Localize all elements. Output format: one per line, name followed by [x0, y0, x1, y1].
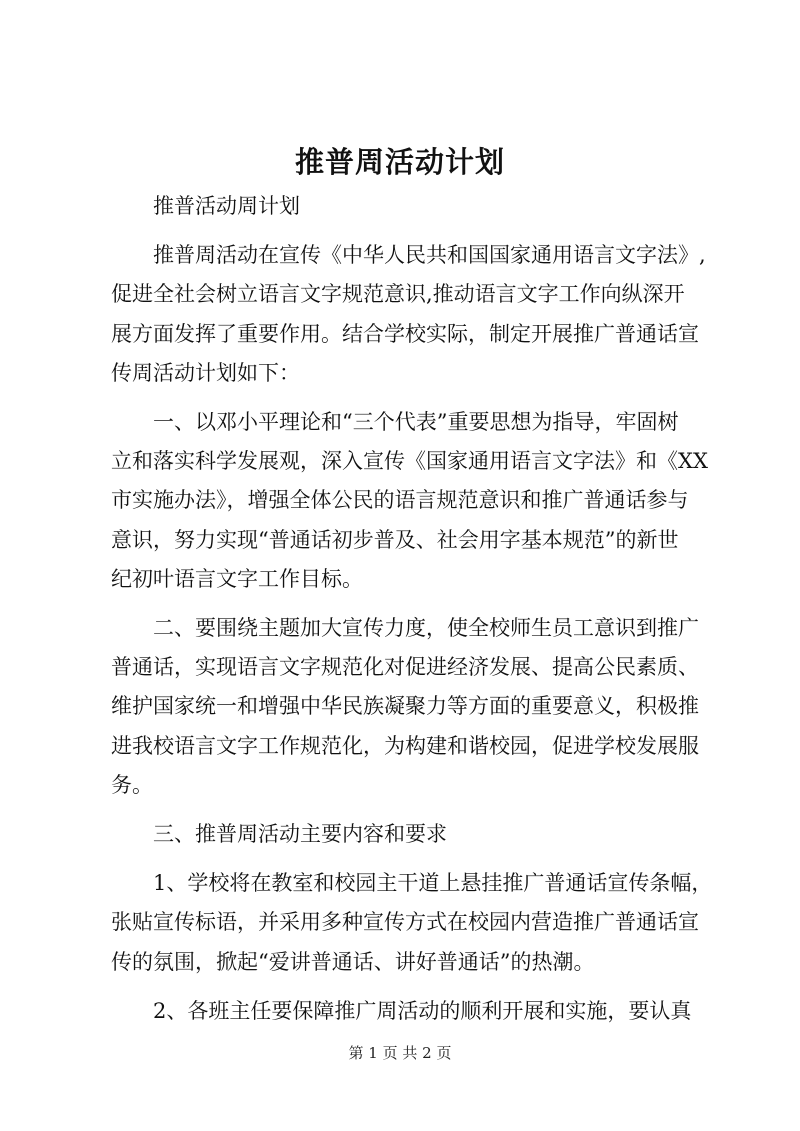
paragraph-line: 进我校语言文字工作规范化，为构建和谐校园，促进学校发展服 [111, 733, 699, 758]
paragraph-line: 立和落实科学发展观，深入宣传《国家通用语言文字法》和《XX [111, 449, 708, 474]
paragraph-line: 张贴宣传标语，并采用多种宣传方式在校园内营造推广普通话宣 [111, 910, 699, 935]
paragraph-line: 传的氛围，掀起“爱讲普通话、讲好普通话”的热潮。 [111, 949, 595, 974]
paragraph-line: 普通话，实现语言文字规范化对促进经济发展、提高公民素质、 [111, 655, 699, 680]
paragraph-item-one [111, 864, 713, 982]
paragraph-line: 展方面发挥了重要作用。结合学校实际，制定开展推广普通话宣 [111, 321, 699, 346]
paragraph-line: 传周活动计划如下： [111, 360, 300, 385]
subtitle-line: 推普活动周计划 [153, 194, 300, 218]
paragraph-item-two [111, 992, 691, 1031]
paragraph-line: 维护国家统一和增强中华民族凝聚力等方面的重要意义，积极推 [111, 694, 699, 719]
document-title: 推普周活动计划 [294, 145, 505, 179]
section-heading-three [111, 815, 691, 854]
paragraph-line: 务。 [111, 772, 153, 797]
paragraph-section-one [111, 403, 708, 599]
paragraph-line: 2、各班主任要保障推广周活动的顺利开展和实施，要认真 [153, 998, 692, 1023]
paragraph-line: 纪初叶语言文字工作目标。 [111, 566, 363, 591]
paragraph-line: 推普周活动在宣传《中华人民共和国国家通用语言文字法》, [153, 243, 706, 268]
paragraph-line: 1、学校将在教室和校园主干道上悬挂推广普通话宣传条幅， [153, 871, 713, 896]
document-body [111, 187, 713, 1031]
document-subtitle [111, 187, 691, 226]
page-footer: 第 1 页 共 2 页 [348, 1044, 452, 1062]
paragraph-intro [111, 236, 706, 393]
paragraph-line: 意识，努力实现“普通话初步普及、社会用字基本规范”的新世 [111, 527, 679, 552]
paragraph-line: 二、要围绕主题加大宣传力度，使全校师生员工意识到推广 [153, 616, 699, 641]
paragraph-line: 三、推普周活动主要内容和要求 [153, 822, 447, 847]
paragraph-section-two [111, 609, 699, 805]
paragraph-line: 促进全社会树立语言文字规范意识,推动语言文字工作向纵深开 [111, 282, 685, 307]
paragraph-line: 市实施办法》，增强全体公民的语言规范意识和推广普通话参与 [111, 488, 689, 513]
paragraph-line: 一、以邓小平理论和“三个代表”重要思想为指导，牢固树 [153, 410, 679, 435]
